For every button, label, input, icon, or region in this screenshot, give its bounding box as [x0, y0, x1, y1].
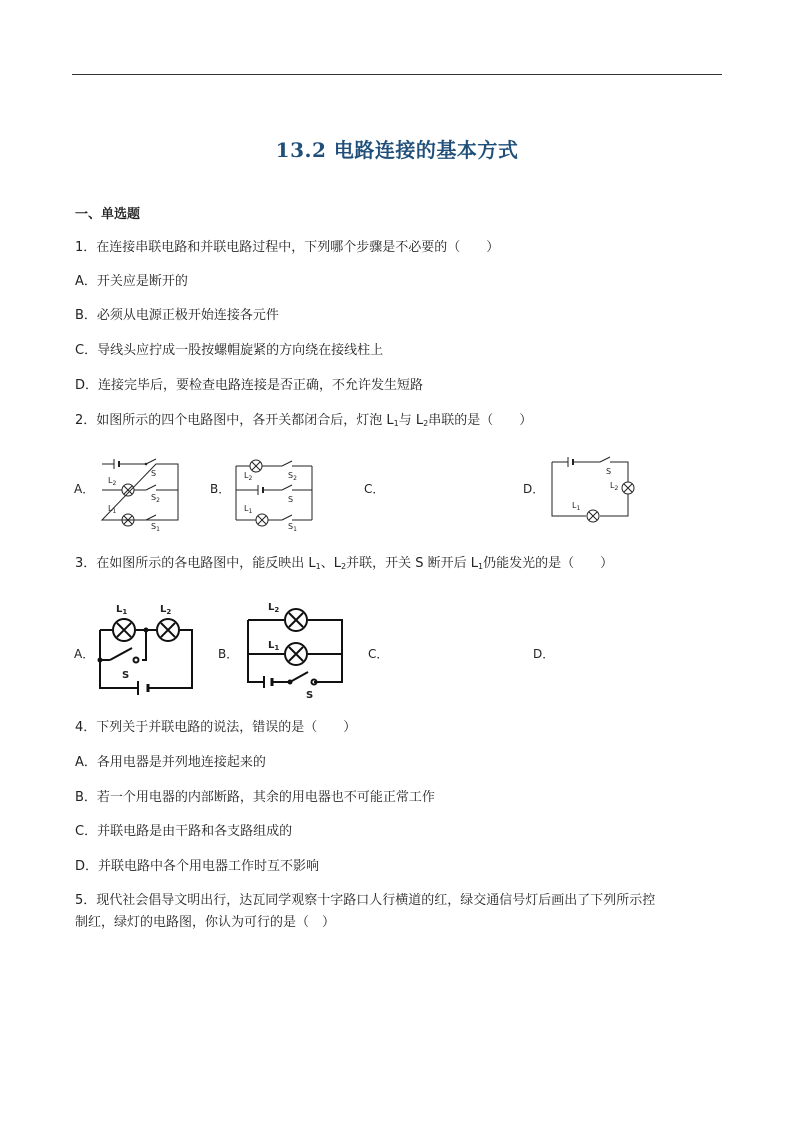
svg-text:S: S — [306, 690, 314, 701]
svg-text:S2: $S_2$ — [151, 493, 160, 504]
svg-text:L1: $L_1$ — [108, 504, 117, 515]
q4-option-d: D．并联电路中各个用电器工作时互不影响 — [75, 859, 320, 874]
svg-text:L2: $L_2$ — [268, 602, 280, 614]
q1-option-b: B．必须从电源正极开始连接各元件 — [75, 308, 279, 323]
svg-text:L2: $L_2$ — [160, 604, 172, 616]
svg-text:S: S — [606, 467, 612, 476]
header-rule — [72, 74, 722, 75]
q3-option-c-label: C． — [368, 647, 389, 661]
q4-option-b: B．若一个用电器的内部断路，其余的用电器也不可能正常工作 — [75, 790, 435, 805]
section-heading: 一、单选题 — [75, 207, 141, 222]
q2-option-c-label: C． — [364, 482, 385, 496]
q2-option-d-label: D． — [523, 482, 545, 496]
q1-option-c: C．导线头应拧成一股按螺帽旋紧的方向绕在接线柱上 — [75, 343, 384, 358]
svg-text:L1: $L_1$ — [116, 604, 128, 616]
q2-circuit-d — [550, 454, 636, 520]
q3-circuit-b — [244, 598, 350, 700]
q4-option-a: A．各用电器是并列地连接起来的 — [75, 755, 266, 770]
svg-text:L1: $L_1$ — [244, 504, 253, 515]
q3-option-d-label: D． — [533, 647, 555, 661]
page-title: 13.2 电路连接的基本方式 — [275, 138, 519, 162]
q5-stem-line2: 制红，绿灯的电路图，你认为可行的是（ ） — [75, 915, 336, 930]
svg-text:S: S — [151, 469, 157, 478]
svg-text:L2: $L_2$ — [244, 471, 253, 482]
svg-text:S1: $S_1$ — [151, 522, 160, 533]
q4-option-c: C．并联电路是由干路和各支路组成的 — [75, 824, 293, 839]
q2-option-a-label: A． — [74, 482, 95, 496]
q2-option-b-label: B． — [210, 482, 231, 496]
svg-text:L2: $L_2$ — [610, 481, 619, 492]
q3-option-b-label: B． — [218, 647, 239, 661]
q3-circuit-a — [96, 600, 196, 694]
svg-text:L1: $L_1$ — [572, 501, 581, 512]
q2-stem: 2．如图所示的四个电路图中，各开关都闭合后，灯泡 $L_1$与 $L_2$串联的是（ ） — [75, 413, 533, 428]
svg-text:S1: $S_1$ — [288, 522, 297, 533]
svg-text:S2: $S_2$ — [288, 471, 297, 482]
q2-circuit-b — [232, 456, 318, 533]
q1-option-a: A．开关应是断开的 — [75, 274, 188, 289]
svg-text:S: S — [122, 670, 130, 681]
q1-stem: 1．在连接串联电路和并联电路过程中，下列哪个步骤是不必要的（ ） — [75, 240, 500, 255]
svg-text:L1: $L_1$ — [268, 640, 280, 652]
q4-stem: 4．下列关于并联电路的说法，错误的是（ ） — [75, 720, 357, 735]
q2-circuit-a — [96, 456, 182, 533]
q5-stem-line1: 5．现代社会倡导文明出行，达瓦同学观察十字路口人行横道的红，绿交通信号灯后画出了下列所示控 — [75, 893, 656, 908]
q3-option-a-label: A． — [74, 647, 95, 661]
q1-option-d: D．连接完毕后，要检查电路连接是否正确，不允许发生短路 — [75, 378, 424, 393]
q3-stem: 3．在如图所示的各电路图中，能反映出 $L_1$、$L_2$并联，开关 S 断开后 $L_1$仍能发光的是（ ） — [75, 556, 614, 571]
svg-text:L2: $L_2$ — [108, 476, 117, 487]
svg-text:S: S — [288, 495, 294, 504]
